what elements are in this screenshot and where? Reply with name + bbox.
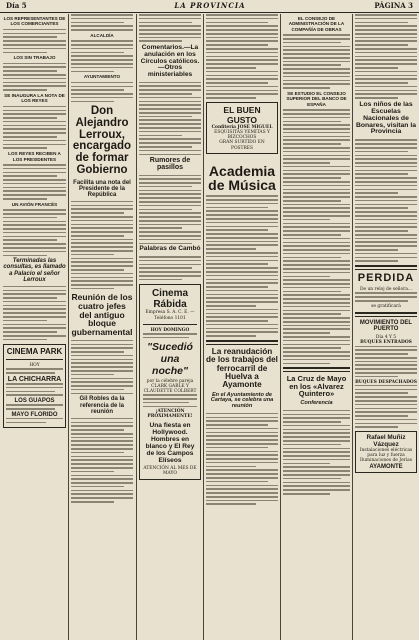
headline-alcaldia: ALCALDÍA	[90, 32, 114, 38]
buen-gusto-line-1: ESQUISITAS YEMITAS Y BIZCOCHOS	[214, 129, 270, 141]
headline-comerciantes: LOS REPRESENTANTES DE LOS COMERCIANTES	[3, 16, 66, 27]
headline-lerroux-palacio: Terminadas las consultas, es llamado a Palacio el señor Lerroux	[3, 258, 66, 283]
buen-gusto-title: EL BUEN GUSTO	[223, 104, 261, 125]
muniz-name: Rafael Muñiz Vázquez	[366, 434, 406, 448]
buques-despachados-head: BUQUES DESPACHADOS	[355, 379, 417, 385]
column-3	[139, 14, 201, 640]
masthead	[0, 0, 419, 13]
buen-gusto-sub: Confitería JOSÉ MIGUEL	[211, 124, 273, 130]
cinema-rabida-film-note: por la célebre pareja CLARK GABLE Y CLAUDETTE COLBERT	[143, 378, 197, 394]
headline-reunion-jefes: Reunión de los cuatro jefes del antiguo bloque gubernamental	[71, 292, 133, 338]
subhead-cruz-mayo: Conferencia	[300, 400, 333, 407]
muniz-line-1: Instalaciones eléctricas para luz y fuerza	[359, 448, 413, 459]
masthead-title: LA PROVINCIA	[174, 1, 246, 10]
headline-movimiento-puerto: MOVIMIENTO DEL PUERTO	[359, 319, 413, 333]
cinema-rabida-next: Una fiesta en Hollywood. Hombres en blanco y El Rey de los Campos Elíseos	[145, 421, 195, 464]
headline-ayuntamiento: AYUNTAMIENTO	[83, 74, 121, 80]
column-6	[355, 14, 417, 640]
subhead-cartaya: En el Ayuntamiento de Cartaya, se celebra una reunión	[210, 391, 274, 410]
column-2	[71, 14, 133, 640]
headline-bonares: Los niños de las Escuelas Nacionales de Bonares, visitan la Provincia	[355, 100, 417, 136]
cinema-park-film-3: MAYO FLORIDO	[11, 411, 58, 418]
cinema-rabida-proximo: ¡ATENCIÓN PRÓXIMAMENTE!	[147, 409, 193, 420]
buen-gusto-ad	[206, 102, 278, 154]
cinema-rabida-title: Cinema Rábida	[151, 288, 189, 311]
column-rule	[203, 14, 204, 640]
headline-palabras-cambo: Palabras de Cambó	[139, 245, 201, 253]
muniz-line-2: Iluminaciones de Jerias	[359, 458, 413, 464]
headline-banco-espana: SE ESTUDIO EL CONSEJO SUPERIOR DEL BANCO DE ESPAÑA	[286, 90, 347, 107]
column-rule	[352, 14, 353, 640]
cinema-park-film-1: LA CHICHARRA	[7, 376, 62, 384]
masthead-page-number: PÁGINA 3	[374, 1, 413, 10]
perdida-line-1: De un reloj de señora...	[359, 287, 413, 293]
cinema-rabida-hoy: HOY DOMINGO	[150, 327, 190, 333]
column-rule	[136, 14, 137, 640]
headline-sin-trabajo: LOS SIN TRABAJO	[13, 55, 56, 61]
subhead-nota-presidente: Facilita una nota del Presidente de la República	[73, 179, 131, 198]
column-rule	[68, 14, 69, 640]
column-5	[283, 14, 350, 640]
masthead-day: Día 5	[6, 1, 27, 10]
cinema-park-title: CINEMA PARK	[6, 347, 63, 357]
headline-consejo-administracion: EL CONSEJO DE ADMINISTRACIÓN DE LA COMPAÑÍA DE OBRAS	[288, 16, 345, 32]
muniz-line-3: AYAMONTE	[369, 463, 403, 470]
cinema-rabida-ad	[139, 284, 201, 480]
headline-rumores-pasillos: Rumores de pasillos	[149, 157, 191, 172]
column-1	[3, 14, 66, 640]
headline-cruz-mayo: La Cruz de Mayo en los «Alvarez Quintero»	[286, 374, 347, 399]
headline-gil-robles: Gil Robles da la referencia de la reunión	[79, 396, 125, 415]
headline-nota-reyes: SE INAUGURA LA NOTA DE LOS REYES	[4, 92, 65, 104]
column-4	[206, 14, 278, 640]
headline-reanudacion-ferrocarril: La reanudación de los trabajos del ferrocarril de Huelva a Ayamonte	[206, 346, 278, 390]
perdida-line-2: se gratificará	[371, 303, 401, 309]
cinema-park-film-2: LOS GUAPOS	[14, 398, 55, 405]
buen-gusto-line-2: GRAN SURTIDO EN POSTRES	[219, 140, 265, 151]
headline-avion-frances: UN AVIÓN FRANCÉS	[11, 201, 58, 207]
headline-reyes-presidentes: LOS REYES RECIBEN A LOS PRESIDENTES	[8, 151, 61, 162]
cinema-park-ad	[3, 344, 66, 428]
cinema-rabida-footer: ATENCIÓN AL MES DE MAYO	[143, 465, 197, 476]
headline-lerroux-gobierno: Don Alejandro Lerroux, encargado de formar Gobierno	[72, 105, 132, 176]
cinema-park-hoy: HOY	[29, 363, 40, 369]
column-rule	[280, 14, 281, 640]
headline-perdida: PERDIDA	[357, 271, 415, 284]
movimiento-day: Día 4 Y 5	[375, 335, 397, 341]
cinema-rabida-sub: Empresa S. A. C. E. — Teléfono 1101	[145, 310, 195, 321]
headline-comentarios: Comentarios.—La anulación en los Círculos católicos.—Otros ministeriables	[140, 44, 200, 78]
headline-academia-musica: Academia de Música	[208, 162, 276, 194]
cinema-rabida-film: "Sucedió una noche"	[147, 340, 193, 377]
buques-entrados-head: BUQUES ENTRADOS	[360, 340, 412, 346]
muniz-ad	[355, 431, 417, 473]
